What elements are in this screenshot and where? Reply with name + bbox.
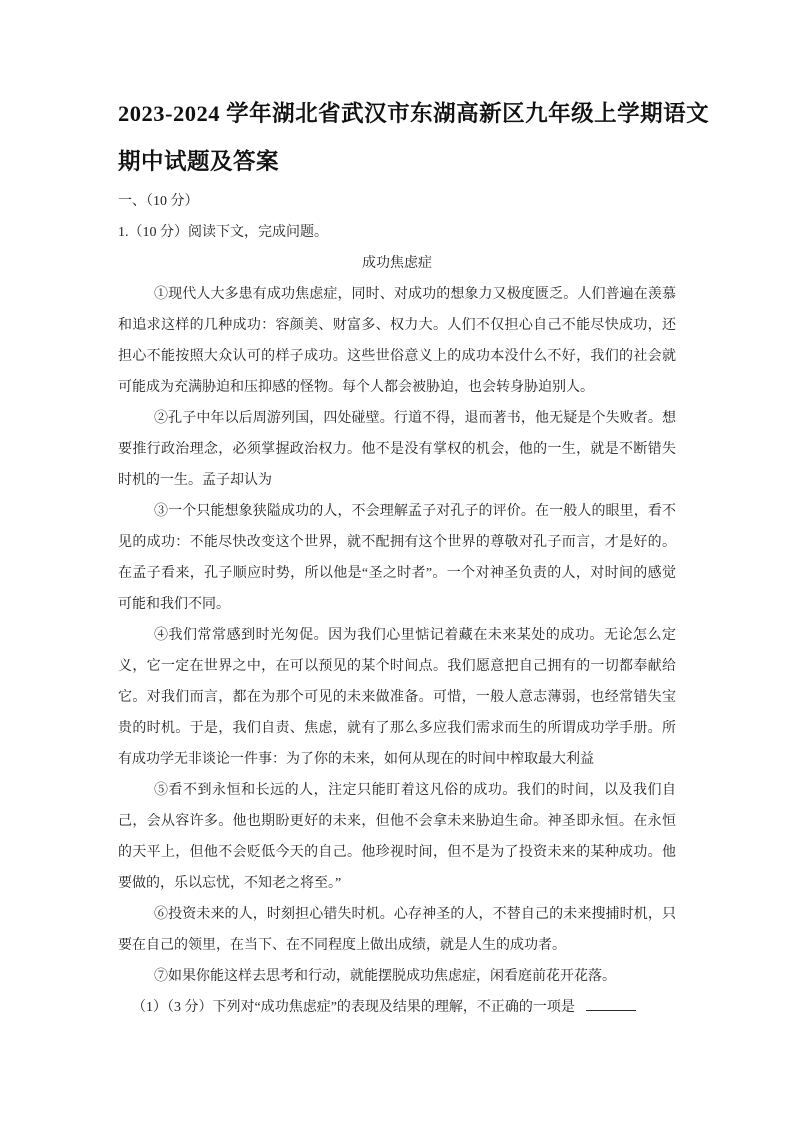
passage-paragraph-3: ③一个只能想象狭隘成功的人，不会理解孟子对孔子的评价。在一般人的眼里，看不见的成功：不能尽快改变这个世界，就不配拥有这个世界的尊敬对孔子而言，才是好的。在孟子看来，孔子顺应时势，所以他是“圣之时者”。一个对神圣负责的人，对时间的感觉可能和我们不同。 bbox=[118, 504, 676, 612]
passage-paragraph-2: ②孔子中年以后周游列国，四处碰壁。行道不得，退而著书，他无疑是个失败者。想要推行政治理念，必须掌握政治权力。他不是没有掌权的机会，他的一生，就是不断错失时机的一生。孟子却认为 bbox=[118, 411, 676, 488]
page-content bbox=[118, 90, 710, 1023]
document-body bbox=[118, 186, 676, 1023]
passage-paragraph-4: ④我们常常感到时光匆促。因为我们心里惦记着藏在未来某处的成功。无论怎么定义，它一定在世界之中，在可以预见的某个时间点。我们愿意把自己拥有的一切都奉献给它。对我们而言，都在为那个可见的未来做准备。可惜，一般人意志薄弱，也经常错失宝贵的时机。于是，我们自责、焦虑，就有了那么多应我们需求而生的所谓成功学手册。所有成功学无非谈论一件事：为了你的未来，如何从现在的时间中榨取最大利益 bbox=[118, 628, 676, 767]
sub-question-1 bbox=[118, 992, 676, 1023]
passage-paragraph-6: ⑥投资未来的人，时刻担心错失时机。心存神圣的人，不替自己的未来搜捕时机，只要在自己的领里，在当下、在不同程度上做出成绩，就是人生的成功者。 bbox=[118, 907, 676, 953]
page-title-line2: 期中试题及答案 bbox=[118, 149, 280, 174]
page-title-line1: 2023-2024 学年湖北省武汉市东湖高新区九年级上学期语文 bbox=[118, 101, 710, 126]
sub-question-1-text: （1）（3 分）下列对“成功焦虑症”的表现及结果的理解，不正确的一项是 bbox=[132, 1000, 575, 1015]
passage-title: 成功焦虑症 bbox=[362, 256, 432, 271]
section-heading: 一、（10 分） bbox=[118, 194, 199, 209]
passage-paragraph-7: ⑦如果你能这样去思考和行动，就能摆脱成功焦虑症，闲看庭前花开花落。 bbox=[154, 969, 616, 984]
answer-blank bbox=[586, 996, 636, 1011]
page-title bbox=[118, 90, 710, 186]
passage-paragraph-5: ⑤看不到永恒和长远的人，注定只能盯着这凡俗的成功。我们的时间，以及我们自己，会从容许多。他也期盼更好的未来，但他不会拿未来胁迫生命。神圣即永恒。在永恒的天平上，但他不会贬低今天的自己。他珍视时间，但不是为了投资未来的某种成功。他要做的，乐以忘忧，不知老之将至。” bbox=[118, 783, 676, 891]
question-intro: 1.（10 分）阅读下文，完成问题。 bbox=[118, 225, 328, 240]
passage-paragraph-1: ①现代人大多患有成功焦虑症，同时、对成功的想象力又极度匮乏。人们普遍在羡慕和追求这样的几种成功：容颜美、财富多、权力大。人们不仅担心自己不能尽快成功，还担心不能按照大众认可的样子成功。这些世俗意义上的成功本没什么不好，我们的社会就可能成为充满胁迫和压抑感的怪物。每个人都会被胁迫，也会转身胁迫别人。 bbox=[118, 287, 676, 395]
